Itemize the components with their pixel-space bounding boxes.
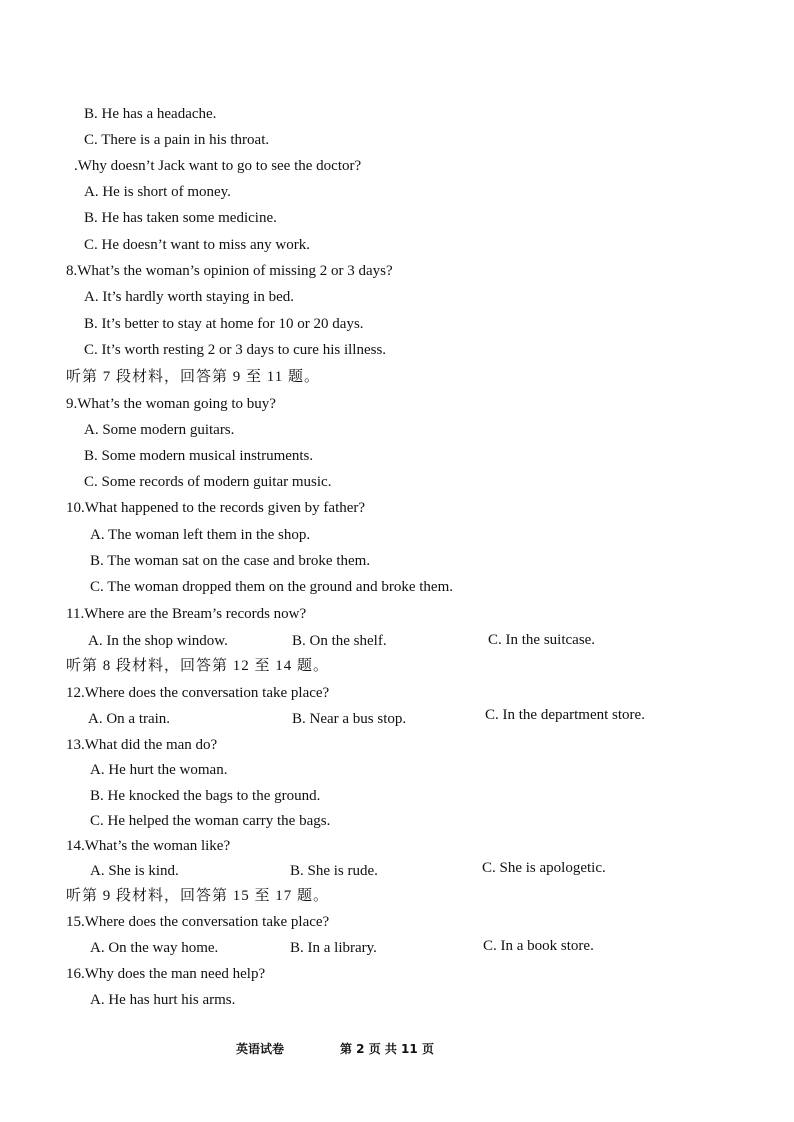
option-line: A. On a train. — [88, 711, 171, 727]
option-line: C. In the department store. — [485, 707, 645, 723]
section-heading: 听第 8 段材料，回答第 12 至 14 题。 — [66, 658, 330, 674]
option-line: C. In a book store. — [483, 938, 594, 954]
option-line: B. He has taken some medicine. — [84, 210, 277, 226]
option-line: B. She is rude. — [290, 863, 378, 879]
option-line: A. In the shop window. — [88, 633, 228, 649]
question-line: 15.Where does the conversation take place? — [66, 914, 330, 930]
option-line: C. Some records of modern guitar music. — [84, 474, 332, 490]
question-line: 14.What’s the woman like? — [66, 838, 231, 854]
option-line: B. He knocked the bags to the ground. — [90, 788, 321, 804]
option-line: B. Some modern musical instruments. — [84, 448, 314, 464]
question-line: 9.What’s the woman going to buy? — [66, 396, 276, 412]
question-line: .Why doesn’t Jack want to go to see the doctor? — [74, 158, 362, 174]
option-line: B. Near a bus stop. — [292, 711, 407, 727]
option-line: A. He is short of money. — [84, 184, 231, 200]
option-line: A. He hurt the woman. — [90, 762, 228, 778]
option-line: C. It’s worth resting 2 or 3 days to cure his illness. — [84, 342, 387, 358]
footer-page-number: 第 2 页 共 11 页 — [340, 1042, 434, 1056]
option-line: A. On the way home. — [90, 940, 219, 956]
option-line: B. In a library. — [290, 940, 377, 956]
question-line: 10.What happened to the records given by father? — [66, 500, 366, 516]
option-line: A. It’s hardly worth staying in bed. — [84, 289, 294, 305]
option-line: B. It’s better to stay at home for 10 or 20 days. — [84, 316, 364, 332]
question-line: 13.What did the man do? — [66, 737, 218, 753]
option-line: C. He helped the woman carry the bags. — [90, 813, 331, 829]
option-line: A. The woman left them in the shop. — [90, 527, 311, 543]
question-line: 8.What’s the woman’s opinion of missing 2 or 3 days? — [66, 263, 393, 279]
question-line: 11.Where are the Bream’s records now? — [66, 606, 307, 622]
option-line: C. She is apologetic. — [482, 860, 606, 876]
footer-subject: 英语试卷 — [236, 1042, 285, 1056]
option-line: B. On the shelf. — [292, 633, 387, 649]
option-line: C. There is a pain in his throat. — [84, 132, 270, 148]
option-line: C. He doesn’t want to miss any work. — [84, 237, 310, 253]
option-line: B. He has a headache. — [84, 106, 217, 122]
option-line: C. The woman dropped them on the ground and broke them. — [90, 579, 453, 595]
section-heading: 听第 9 段材料，回答第 15 至 17 题。 — [66, 888, 330, 904]
question-line: 12.Where does the conversation take place? — [66, 685, 330, 701]
option-line: C. In the suitcase. — [488, 632, 596, 648]
question-line: 16.Why does the man need help? — [66, 966, 266, 982]
option-line: A. Some modern guitars. — [84, 422, 235, 438]
section-heading: 听第 7 段材料，回答第 9 至 11 题。 — [66, 369, 320, 385]
option-line: B. The woman sat on the case and broke them. — [90, 553, 371, 569]
option-line: A. She is kind. — [90, 863, 179, 879]
option-line: A. He has hurt his arms. — [90, 992, 236, 1008]
